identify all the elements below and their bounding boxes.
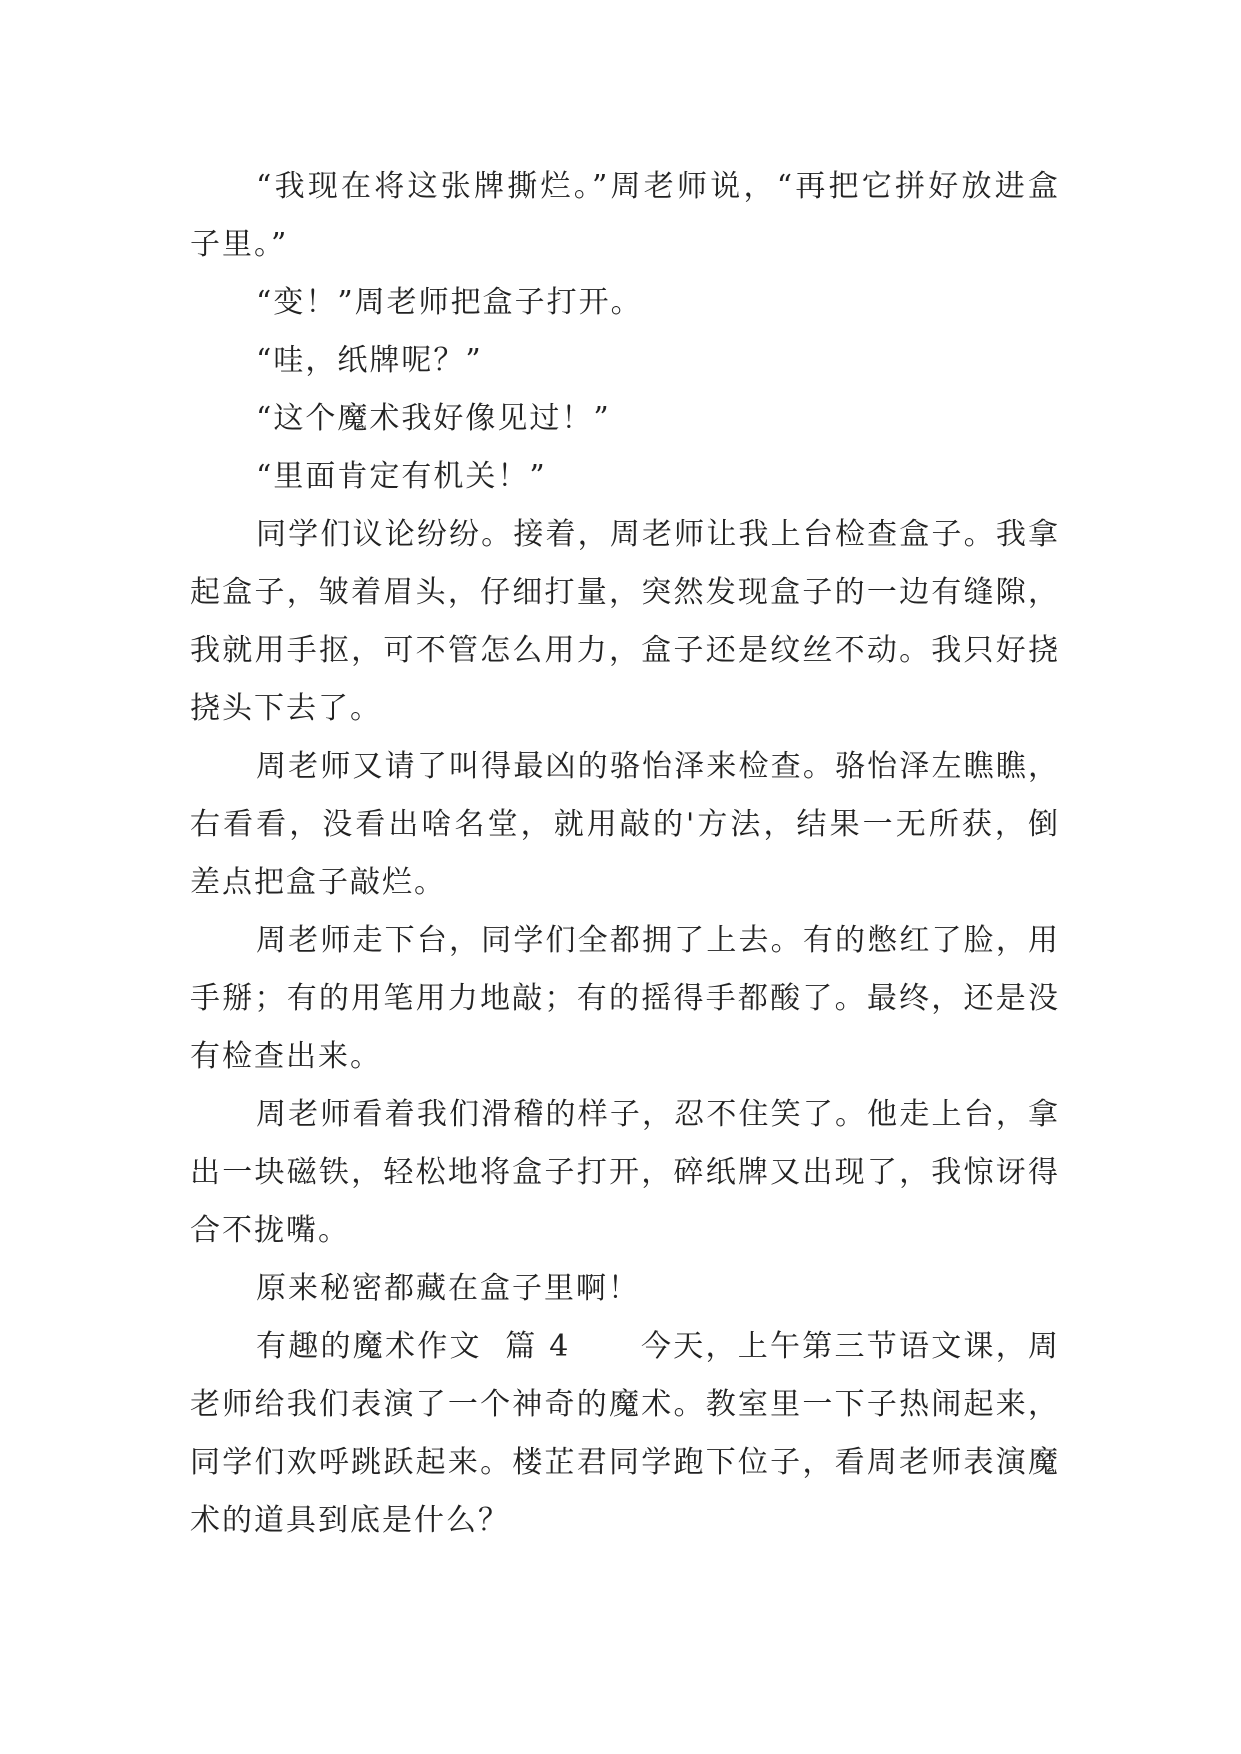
paragraph: 同学们议论纷纷。接着，周老师让我上台检查盒子。我拿起盒子，皱着眉头，仔细打量，突然发现盒子的一边有缝隙，我就用手抠，可不管怎么用力，盒子还是纹丝不动。我只好挠挠头下去了。 — [190, 517, 1060, 726]
paragraph: “变！”周老师把盒子打开。 — [256, 285, 643, 320]
article-body — [190, 158, 1060, 1550]
paragraph: “里面肯定有机关！” — [256, 459, 547, 494]
paragraph: “我现在将这张牌撕烂。”周老师说，“再把它拼好放进盒子里。” — [190, 169, 1060, 262]
paragraph: 周老师又请了叫得最凶的骆怡泽来检查。骆怡泽左瞧瞧，右看看，没看出啥名堂，就用敲的'方法，结果一无所获，倒差点把盒子敲烂。 — [190, 749, 1060, 900]
paragraph: “这个魔术我好像见过！” — [256, 401, 611, 436]
paragraph: 有趣的魔术作文 篇 4 今天，上午第三节语文课，周老师给我们表演了一个神奇的魔术。教室里一下子热闹起来，同学们欢呼跳跃起来。楼芷君同学跑下位子，看周老师表演魔术的道具到底是什么？ — [190, 1329, 1060, 1538]
paragraph: 周老师看着我们滑稽的样子，忍不住笑了。他走上台，拿出一块磁铁，轻松地将盒子打开，碎纸牌又出现了，我惊讶得合不拢嘴。 — [190, 1097, 1060, 1248]
paragraph: 周老师走下台，同学们全都拥了上去。有的憋红了脸，用手掰；有的用笔用力地敲；有的摇得手都酸了。最终，还是没有检查出来。 — [190, 923, 1060, 1074]
paragraph: “哇，纸牌呢？” — [256, 343, 483, 378]
paragraph: 原来秘密都藏在盒子里啊！ — [256, 1271, 640, 1306]
